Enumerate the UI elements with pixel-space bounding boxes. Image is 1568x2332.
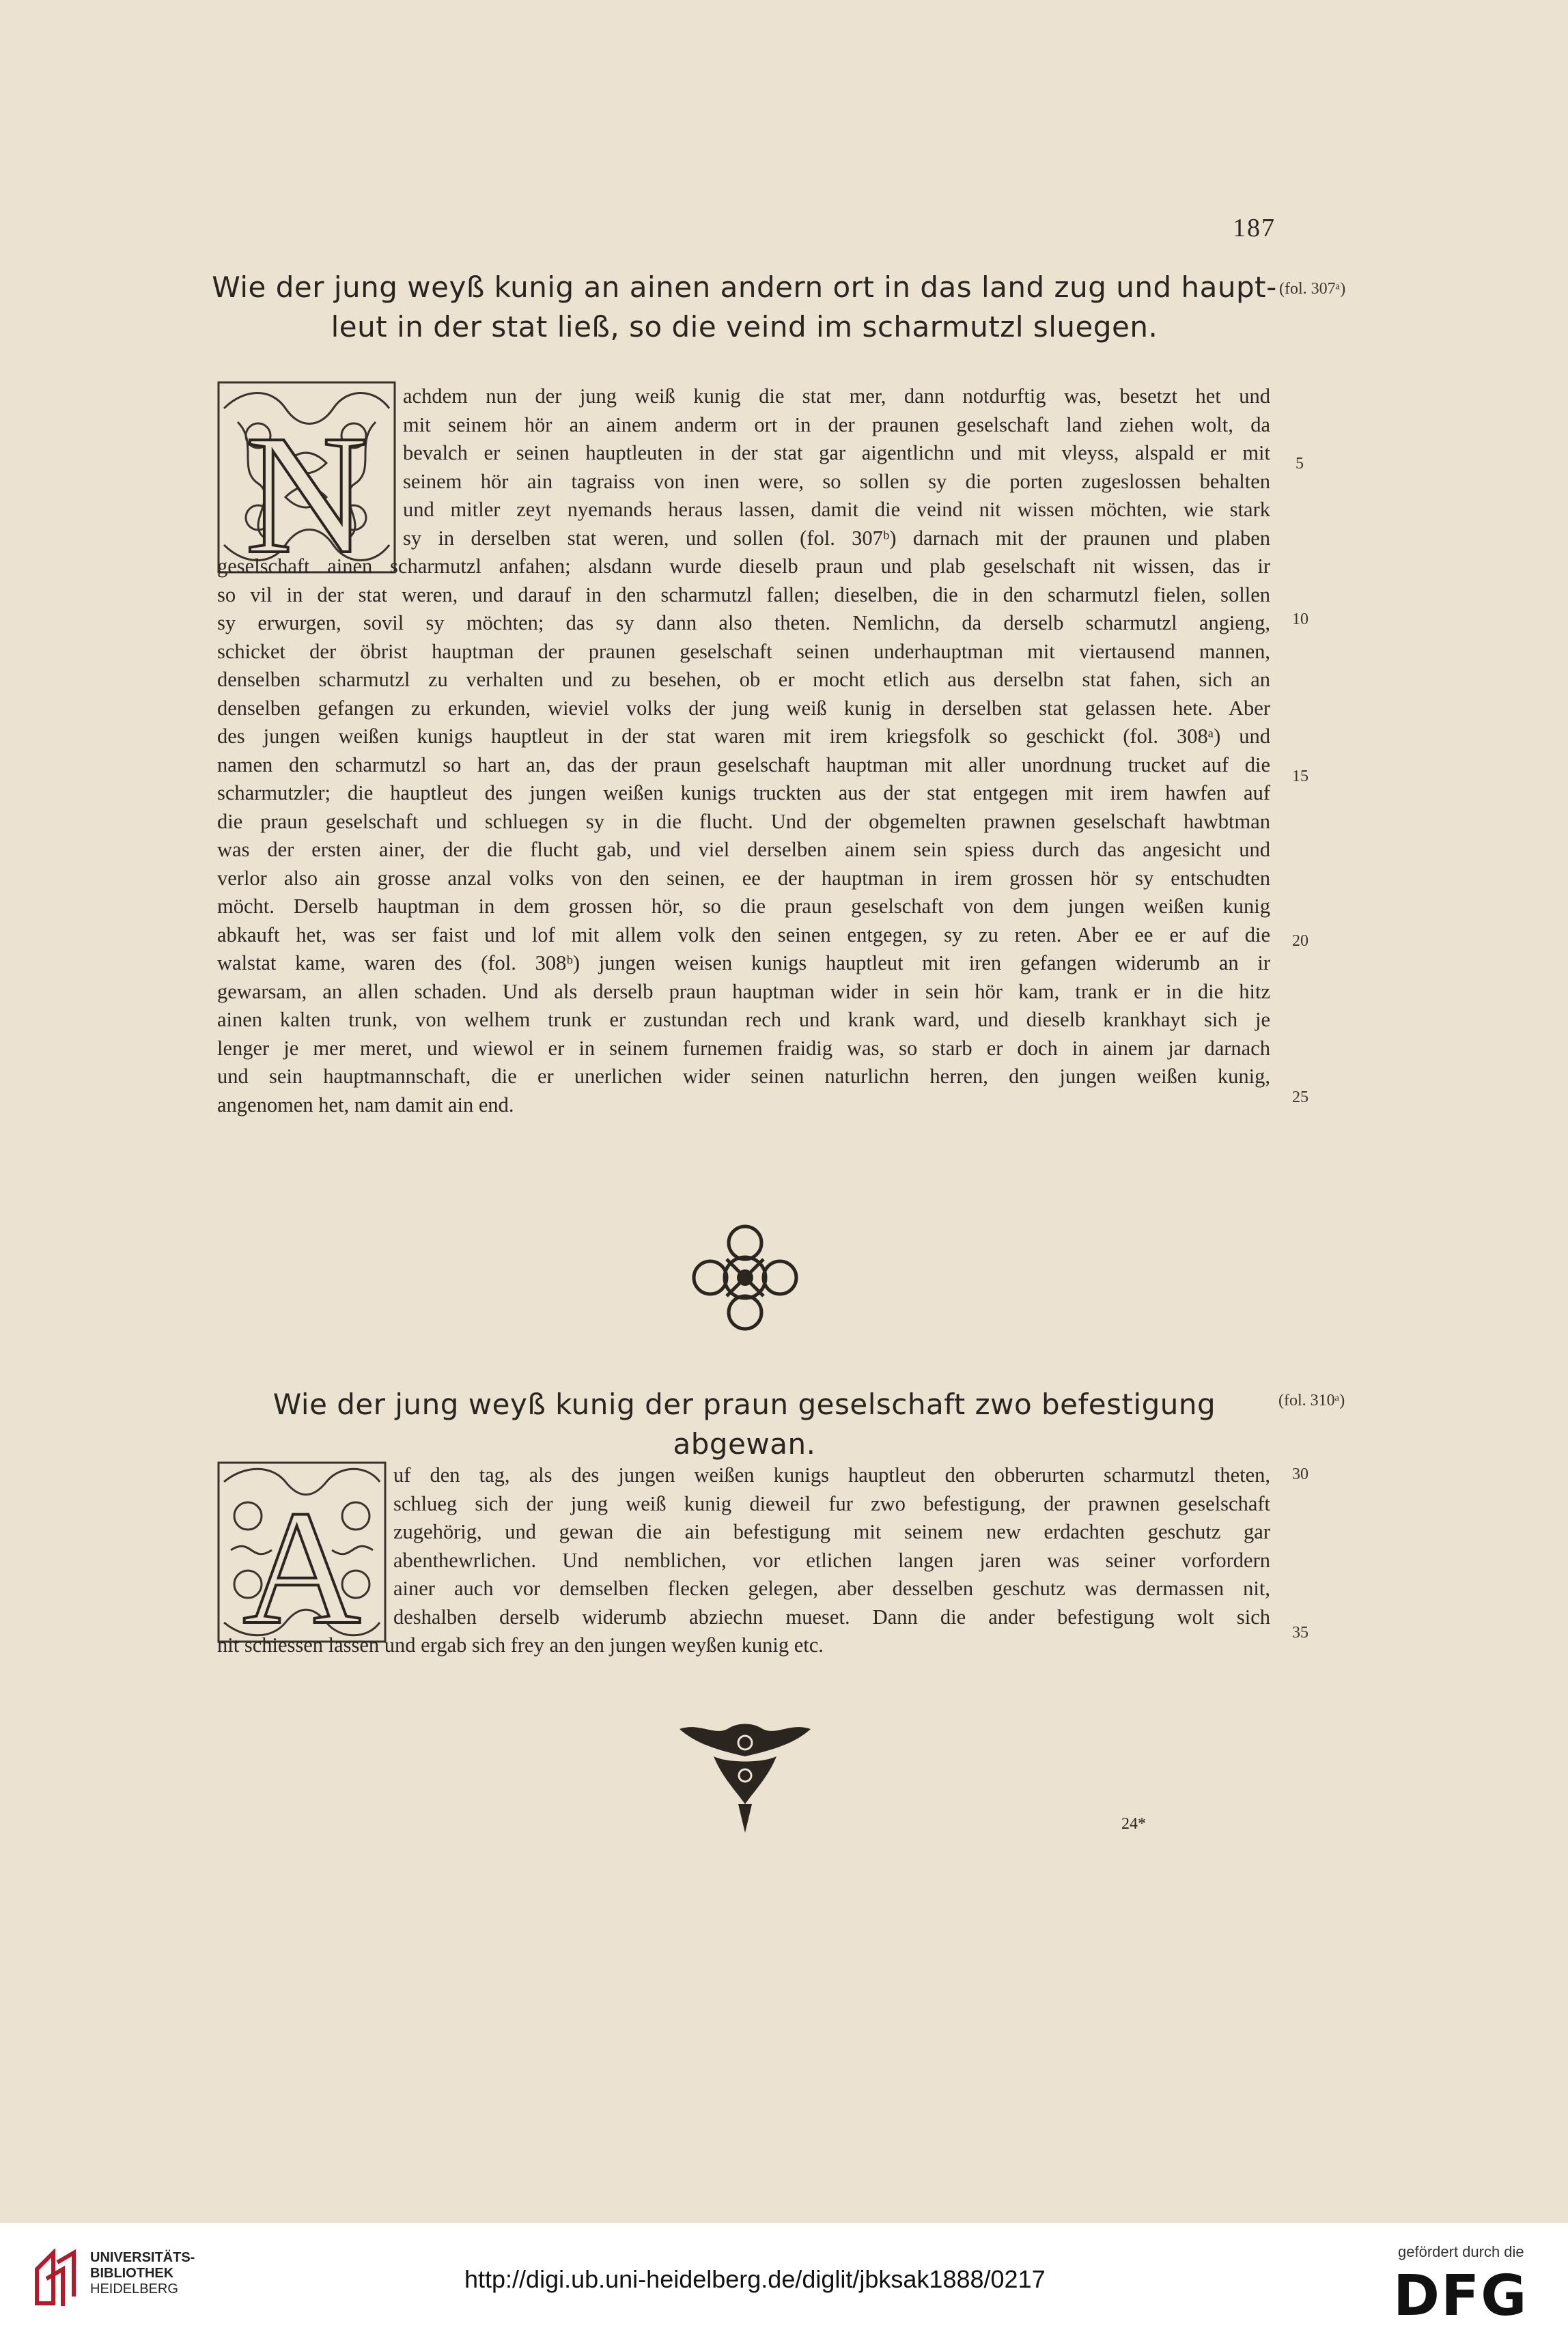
text-line: geselschaft ainen scharmutzl anfahen; alsdann wurde dieselb praun und plab geselschaft nit wissen, das ir [217, 554, 1270, 578]
text-line: schlueg sich der jung weiß kunig dieweil fur zwo befestigung, der prawnen geselschaft [393, 1491, 1270, 1515]
line-number: 35 [1292, 1624, 1308, 1642]
line-number: 15 [1292, 768, 1308, 785]
section-heading-1 [212, 268, 1277, 347]
permalink-url[interactable]: http://digi.ub.uni-heidelberg.de/diglit/jbksak1888/0217 [464, 2265, 1046, 2293]
line-number: 20 [1292, 932, 1308, 950]
text-line: bevalch er seinen hauptleuten in der stat gar aigentlichn und mit vleyss, alspald er mit [403, 441, 1270, 464]
text-line: seinem hör ain tagraiss von inen were, so sollen sy die porten zugeslossen behalten [403, 469, 1270, 493]
folio-reference: (fol. 307ᵃ) [1279, 280, 1346, 298]
text-line: verlor also ain grosse anzal volks von den seinen, ee der hauptman in irem grossen hör sy entschudten [217, 866, 1270, 890]
library-line-1: UNIVERSITÄTS- [90, 2250, 195, 2265]
line-number: 5 [1296, 455, 1304, 473]
text-line: sy erwurgen, sovil sy möchten; das sy dann also theten. Nemlichn, da derselb scharmutzl angieng, [217, 611, 1270, 634]
line-number: 10 [1292, 610, 1308, 628]
footer-bar [0, 2223, 1568, 2332]
body-text-2 [217, 1461, 1270, 1660]
line-number: 25 [1292, 1088, 1308, 1106]
text-line: deshalben derselb widerumb abziechn mueset. Dann die ander befestigung wolt sich [393, 1605, 1270, 1629]
text-line: möcht. Derselb hauptman in dem grossen hör, so die praun geselschaft von dem jungen weißen kunig [217, 895, 1270, 918]
folio-reference: (fol. 310ᵃ) [1278, 1392, 1345, 1409]
dfg-logo: DFG [1393, 2264, 1528, 2329]
body-text-1 [217, 382, 1270, 1119]
text-line: abkauft het, was ser faist und lof mit allem volk den seinen entgegen, sy zu reten. Aber ee er auf die [217, 923, 1270, 946]
text-line: denselben gefangen zu erkunden, wieviel volks der jung weiß kunig in derselben stat gelassen hete. Aber [217, 696, 1270, 720]
text-line: ainer auch vor demselben flecken gelegen, aber desselben geschutz was dermassen nit, [393, 1577, 1270, 1600]
text-line: angenomen het, nam damit ain end. [217, 1093, 514, 1116]
text-line: gewarsam, an allen schaden. Und als derselb praun hauptman wider in sein hör kam, trank er in die hitz [217, 979, 1270, 1003]
text-line: und mitler zeyt nyemands heraus lassen, damit die veind nit wissen möchten, wie stark [403, 498, 1270, 521]
text-line: mit seinem hör an ainem anderm ort in der praunen geselschaft land ziehen wolt, da [403, 412, 1270, 436]
text-line: namen den scharmutzl so hart an, das der praun geselschaft hauptman mit aller unordnung trucket auf die [217, 753, 1270, 776]
line-number: 30 [1292, 1465, 1308, 1483]
initial-letter: A [242, 1476, 361, 1643]
text-line: achdem nun der jung weiß kunig die stat mer, dann notdurftig was, besetzt het und [403, 384, 1270, 408]
library-line-2: BIBLIOTHEK [90, 2266, 174, 2281]
text-line: uf den tag, als des jungen weißen kunigs hauptleut den obberurten scharmutzl theten, [393, 1463, 1270, 1487]
text-line: nit schiessen lassen und ergab sich frey an den jungen weyßen kunig etc. [217, 1633, 824, 1657]
text-line: die praun geselschaft und schluegen sy in die flucht. Und der obgemelten prawnen geselschaft hawbtman [217, 809, 1270, 833]
heading-line-2: leut in der stat ließ, so die veind im scharmutzl sluegen. [331, 310, 1158, 343]
text-line: abenthewrlichen. Und nemblichen, vor etlichen langen jaren was seiner vorfordern [393, 1548, 1270, 1572]
text-line: sy in derselben stat weren, und sollen (fol. 307ᵇ) darnach mit der praunen und plaben [403, 526, 1270, 550]
text-line: schicket der öbrist hauptman der praunen geselschaft seinen underhauptman mit viertausend mannen, [217, 639, 1270, 663]
section-heading-2: Wie der jung weyß kunig der praun geselschaft zwo befestigung abgewan. [272, 1388, 1216, 1461]
text-line: des jungen weißen kunigs hauptleut in der stat waren mit irem kriegsfolk so geschickt (fol. 308ᵃ) und [217, 725, 1270, 748]
heading-line-1: Wie der jung weyß kunig an ainen andern ort in das land zug und haupt- [212, 270, 1277, 304]
page-number: 187 [1233, 214, 1276, 242]
initial-letter: N [244, 400, 369, 574]
rosette-ornament [691, 1224, 799, 1332]
text-line: denselben scharmutzl zu verhalten und zu besehen, ob er mocht etlich aus derselbn stat fahen, sich an [217, 668, 1270, 691]
text-line: und sein hauptmannschaft, die er unerlichen wider seinen naturlichn herren, den jungen weißen kunig, [217, 1065, 1270, 1088]
text-line: ainen kalten trunk, von welhem trunk er zustundan rech und krank ward, und dieselb krankhayt sich je [217, 1008, 1270, 1031]
tailpiece-ornament [673, 1715, 817, 1836]
library-line-3: HEIDELBERG [90, 2281, 178, 2296]
university-library-logo-icon [33, 2249, 85, 2307]
funding-label: gefördert durch die [1398, 2243, 1524, 2260]
text-line: lenger je mer meret, und wiewol er in seinem furnemen fraidig was, so starb er doch in ainem jar darnach [217, 1036, 1270, 1060]
text-line: zugehörig, und gewan die ain befestigung mit seinem new erdachten geschutz gar [393, 1520, 1270, 1543]
text-line: was der ersten ainer, der die flucht gab, und viel derselben ainem sein spiess durch das angesicht und [217, 838, 1270, 861]
text-line: walstat kame, waren des (fol. 308ᵇ) jungen weisen kunigs hauptleut mit iren gefangen widerumb an ir [217, 951, 1270, 974]
library-name [90, 2250, 195, 2297]
text-line: scharmutzler; die hauptleut des jungen weißen kunigs truckten aus der stat entgegen mit irem hawfen auf [217, 781, 1270, 804]
signature-mark: 24* [1121, 1815, 1146, 1833]
text-line: so vil in der stat weren, und darauf in den scharmutzl fallen; dieselben, die in den scharmutzl fielen, sollen [217, 582, 1270, 606]
